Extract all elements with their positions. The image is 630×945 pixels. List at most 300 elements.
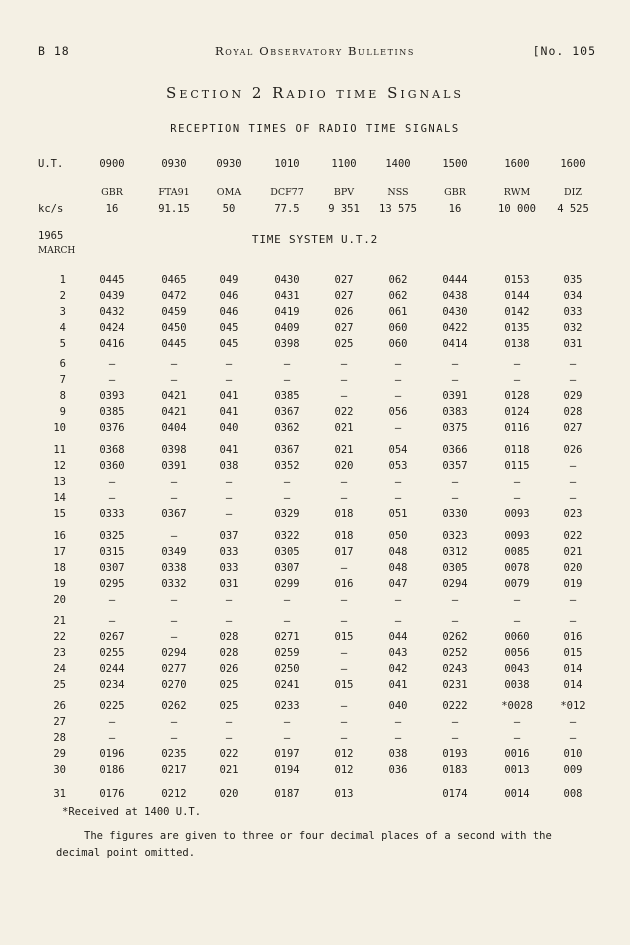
table-cell: 0362 [274, 422, 300, 434]
table-row [0, 508, 630, 524]
day-number: 28 [53, 732, 66, 744]
table-cell: – [170, 476, 178, 488]
table-cell: 0135 [504, 322, 530, 334]
column-freq-header: 13 575 [379, 203, 417, 215]
table-cell: 0376 [99, 422, 125, 434]
table-cell: 0465 [161, 274, 187, 286]
table-cell: – [340, 700, 348, 712]
table-cell: – [451, 358, 459, 370]
day-number: 14 [53, 492, 66, 504]
table-cell: 0322 [274, 530, 300, 542]
table-cell: 0277 [161, 663, 187, 675]
table-cell: 016 [334, 578, 354, 590]
table-cell: 0138 [504, 338, 530, 350]
table-cell: 0118 [504, 444, 530, 456]
table-row [0, 390, 630, 406]
day-number: 1 [59, 274, 66, 286]
year-label: 1965 [38, 230, 64, 242]
table-cell: 0357 [442, 460, 468, 472]
table-cell: 0385 [274, 390, 300, 402]
table-cell: – [569, 374, 577, 386]
column-ut-header: 1010 [274, 158, 300, 170]
table-cell: 0183 [442, 764, 468, 776]
table-cell: 020 [563, 562, 583, 574]
table-row [0, 306, 630, 322]
table-row [0, 716, 630, 732]
table-cell: 026 [563, 444, 583, 456]
footnote: *Received at 1400 U.T. [62, 806, 202, 818]
table-cell: – [394, 390, 402, 402]
table-row [0, 290, 630, 306]
table-row [0, 578, 630, 594]
table-cell: – [170, 732, 178, 744]
table-cell: 0085 [504, 546, 530, 558]
day-number: 17 [53, 546, 66, 558]
table-cell: – [394, 732, 402, 744]
table-cell: – [513, 716, 521, 728]
table-cell: – [170, 615, 178, 627]
table-cell: 041 [219, 390, 239, 402]
day-number: 24 [53, 663, 66, 675]
table-cell: 0414 [442, 338, 468, 350]
table-cell: – [225, 594, 233, 606]
table-cell: – [283, 716, 291, 728]
table-cell: 029 [563, 390, 583, 402]
day-number: 30 [53, 764, 66, 776]
day-number: 10 [53, 422, 66, 434]
table-cell: – [340, 647, 348, 659]
table-cell: 0193 [442, 748, 468, 760]
table-cell: 014 [563, 679, 583, 691]
table-cell: – [340, 663, 348, 675]
table-cell: *012 [560, 700, 586, 712]
day-number: 18 [53, 562, 66, 574]
table-cell: 027 [334, 274, 354, 286]
table-cell: – [340, 562, 348, 574]
table-row [0, 322, 630, 338]
table-cell: 0325 [99, 530, 125, 542]
table-cell: 0438 [442, 290, 468, 302]
table-cell: – [451, 732, 459, 744]
table-cell: – [225, 492, 233, 504]
table-cell: 0124 [504, 406, 530, 418]
table-cell: 015 [563, 647, 583, 659]
table-cell: 0197 [274, 748, 300, 760]
table-cell: 0043 [504, 663, 530, 675]
running-title: Royal Observatory Bulletins [214, 44, 415, 58]
table-row [0, 476, 630, 492]
table-cell: 0391 [161, 460, 187, 472]
month-label: MARCH [38, 246, 76, 256]
table-cell: 027 [334, 322, 354, 334]
table-cell: 0398 [161, 444, 187, 456]
table-cell: 0299 [274, 578, 300, 590]
table-cell: – [451, 492, 459, 504]
table-cell: 014 [563, 663, 583, 675]
table-cell: 0375 [442, 422, 468, 434]
column-station-header: NSS [387, 187, 409, 198]
table-cell: 0383 [442, 406, 468, 418]
table-cell: 0404 [161, 422, 187, 434]
table-cell: – [225, 508, 233, 520]
table-cell: 021 [334, 444, 354, 456]
day-number: 11 [53, 444, 66, 456]
table-cell: – [108, 492, 116, 504]
table-cell: 0312 [442, 546, 468, 558]
table-cell: – [340, 374, 348, 386]
table-cell: 045 [219, 322, 239, 334]
day-number: 5 [59, 338, 66, 350]
page-number: B 18 [38, 44, 70, 58]
table-row [0, 700, 630, 716]
column-ut-header: 1500 [442, 158, 468, 170]
table-cell: 026 [219, 663, 239, 675]
table-cell: 023 [563, 508, 583, 520]
table-cell: 0225 [99, 700, 125, 712]
table-row [0, 748, 630, 764]
table-cell: 0250 [274, 663, 300, 675]
table-cell: 0176 [99, 788, 125, 800]
day-number: 27 [53, 716, 66, 728]
column-freq-header: 16 [105, 203, 119, 215]
table-cell: 020 [219, 788, 239, 800]
table-cell: 0424 [99, 322, 125, 334]
table-cell: 012 [334, 748, 354, 760]
table-cell: – [170, 530, 178, 542]
table-row [0, 406, 630, 422]
table-cell: 0153 [504, 274, 530, 286]
table-row [0, 631, 630, 647]
table-cell: – [451, 476, 459, 488]
table-cell: 0352 [274, 460, 300, 472]
table-cell: 0014 [504, 788, 530, 800]
table-cell: 0367 [161, 508, 187, 520]
column-freq-header: 91.15 [158, 203, 190, 215]
column-station-header: GBR [101, 187, 123, 198]
table-cell: 0393 [99, 390, 125, 402]
table-row [0, 492, 630, 508]
table-cell: 0056 [504, 647, 530, 659]
column-ut-header: 0930 [161, 158, 187, 170]
table-row [0, 615, 630, 631]
table-cell: 0174 [442, 788, 468, 800]
table-cell: – [170, 358, 178, 370]
table-cell: 062 [388, 290, 408, 302]
table-cell: 054 [388, 444, 408, 456]
table-cell: 050 [388, 530, 408, 542]
table-cell: 018 [334, 530, 354, 542]
table-cell: 0142 [504, 306, 530, 318]
table-cell: 0222 [442, 700, 468, 712]
table-cell: – [340, 390, 348, 402]
table-cell: 018 [334, 508, 354, 520]
table-cell: 0368 [99, 444, 125, 456]
table-cell: 031 [563, 338, 583, 350]
table-cell: 0262 [442, 631, 468, 643]
table-cell: – [569, 732, 577, 744]
day-number: 3 [59, 306, 66, 318]
table-cell: – [340, 594, 348, 606]
table-cell: 015 [334, 631, 354, 643]
day-number: 13 [53, 476, 66, 488]
table-cell: 0385 [99, 406, 125, 418]
table-cell: – [513, 476, 521, 488]
table-cell: 0144 [504, 290, 530, 302]
table-cell: 028 [219, 631, 239, 643]
table-cell: – [108, 716, 116, 728]
table-cell: 0360 [99, 460, 125, 472]
table-cell: 033 [563, 306, 583, 318]
day-number: 20 [53, 594, 66, 606]
table-cell: 045 [219, 338, 239, 350]
table-cell: 012 [334, 764, 354, 776]
table-row [0, 460, 630, 476]
table-cell: 0431 [274, 290, 300, 302]
day-number: 19 [53, 578, 66, 590]
table-row [0, 594, 630, 610]
table-row [0, 530, 630, 546]
table-cell: 020 [334, 460, 354, 472]
table-cell: 0093 [504, 530, 530, 542]
table-cell: 062 [388, 274, 408, 286]
table-cell: 046 [219, 290, 239, 302]
table-cell: 034 [563, 290, 583, 302]
table-cell: – [340, 716, 348, 728]
column-station-header: GBR [444, 187, 466, 198]
table-cell: 0333 [99, 508, 125, 520]
table-cell: 0295 [99, 578, 125, 590]
table-cell: 021 [563, 546, 583, 558]
table-cell: – [394, 358, 402, 370]
table-cell: – [340, 358, 348, 370]
column-freq-header: 50 [222, 203, 236, 215]
table-cell: 025 [219, 700, 239, 712]
table-cell: – [340, 492, 348, 504]
table-cell: 0194 [274, 764, 300, 776]
day-number: 31 [53, 788, 66, 800]
table-cell: 0267 [99, 631, 125, 643]
table-cell: – [394, 492, 402, 504]
column-freq-header: 16 [448, 203, 462, 215]
table-cell: – [513, 358, 521, 370]
day-number: 23 [53, 647, 66, 659]
table-cell: 041 [219, 444, 239, 456]
table-cell: 0116 [504, 422, 530, 434]
table-cell: 028 [563, 406, 583, 418]
table-cell: 0235 [161, 748, 187, 760]
day-number: 4 [59, 322, 66, 334]
table-cell: – [451, 615, 459, 627]
table-cell: – [513, 374, 521, 386]
table-cell: – [394, 716, 402, 728]
table-cell: 0038 [504, 679, 530, 691]
table-cell: – [170, 631, 178, 643]
table-row [0, 444, 630, 460]
table-cell: 0367 [274, 444, 300, 456]
table-cell: 031 [219, 578, 239, 590]
table-cell: 033 [219, 562, 239, 574]
table-cell: – [170, 374, 178, 386]
table-cell: 021 [219, 764, 239, 776]
table-cell: – [569, 460, 577, 472]
table-cell: 0233 [274, 700, 300, 712]
table-cell: 035 [563, 274, 583, 286]
table-cell: 0439 [99, 290, 125, 302]
day-number: 6 [59, 358, 66, 370]
table-cell: – [569, 476, 577, 488]
table-cell: 0459 [161, 306, 187, 318]
table-cell: – [569, 358, 577, 370]
table-cell: – [340, 476, 348, 488]
table-cell: – [225, 732, 233, 744]
table-cell: 040 [219, 422, 239, 434]
table-cell: 046 [219, 306, 239, 318]
table-cell: 038 [388, 748, 408, 760]
table-cell: 0078 [504, 562, 530, 574]
table-cell: – [283, 358, 291, 370]
table-cell: 038 [219, 460, 239, 472]
table-row [0, 338, 630, 354]
table-cell: 027 [334, 290, 354, 302]
table-cell: – [108, 374, 116, 386]
table-cell: 0186 [99, 764, 125, 776]
table-cell: – [170, 716, 178, 728]
day-number: 26 [53, 700, 66, 712]
table-cell: 0367 [274, 406, 300, 418]
table-cell: – [225, 374, 233, 386]
day-number: 25 [53, 679, 66, 691]
table-row [0, 374, 630, 390]
day-number: 21 [53, 615, 66, 627]
table-cell: 0421 [161, 406, 187, 418]
table-cell: 021 [334, 422, 354, 434]
table-cell: 0013 [504, 764, 530, 776]
table-cell: 056 [388, 406, 408, 418]
table-row [0, 546, 630, 562]
table-cell: – [108, 732, 116, 744]
table-cell: – [170, 492, 178, 504]
table-cell: 041 [219, 406, 239, 418]
table-cell: 013 [334, 788, 354, 800]
day-number: 2 [59, 290, 66, 302]
table-cell: 0366 [442, 444, 468, 456]
table-cell: 042 [388, 663, 408, 675]
table-cell: – [394, 374, 402, 386]
table-cell: – [283, 732, 291, 744]
table-cell: 0444 [442, 274, 468, 286]
table-cell: 060 [388, 322, 408, 334]
table-cell: 0255 [99, 647, 125, 659]
table-cell: – [225, 716, 233, 728]
day-number: 9 [59, 406, 66, 418]
table-cell: – [569, 492, 577, 504]
table-cell: 033 [219, 546, 239, 558]
table-cell: 0422 [442, 322, 468, 334]
table-cell: 0187 [274, 788, 300, 800]
table-cell: 0093 [504, 508, 530, 520]
table-cell: 0271 [274, 631, 300, 643]
kcs-label: kc/s [38, 203, 64, 215]
table-cell: 019 [563, 578, 583, 590]
table-cell: – [283, 615, 291, 627]
table-row [0, 358, 630, 374]
table-cell: 0196 [99, 748, 125, 760]
table-cell: 037 [219, 530, 239, 542]
table-cell: 049 [219, 274, 239, 286]
table-cell: 051 [388, 508, 408, 520]
table-cell: 0079 [504, 578, 530, 590]
table-cell: – [569, 615, 577, 627]
table-row [0, 764, 630, 780]
table-cell: 0338 [161, 562, 187, 574]
table-cell: 010 [563, 748, 583, 760]
table-cell: 0060 [504, 631, 530, 643]
table-cell: – [170, 594, 178, 606]
table-cell: 0259 [274, 647, 300, 659]
table-row [0, 679, 630, 695]
table-cell: 041 [388, 679, 408, 691]
column-freq-header: 4 525 [557, 203, 589, 215]
column-station-header: OMA [216, 187, 242, 198]
table-cell: 0252 [442, 647, 468, 659]
table-cell: – [394, 476, 402, 488]
table-cell: 0391 [442, 390, 468, 402]
table-cell: – [108, 594, 116, 606]
table-cell: 008 [563, 788, 583, 800]
table-cell: 027 [563, 422, 583, 434]
column-station-header: DCF77 [270, 187, 304, 198]
table-cell: – [283, 374, 291, 386]
table-cell: 0398 [274, 338, 300, 350]
table-row [0, 732, 630, 748]
table-cell: 0445 [161, 338, 187, 350]
explanatory-note: The figures are given to three or four decimal places of a second with the decimal point omitted. [56, 830, 552, 859]
table-cell: – [108, 476, 116, 488]
table-row [0, 274, 630, 290]
table-cell: 040 [388, 700, 408, 712]
table-cell: 0432 [99, 306, 125, 318]
table-cell: – [513, 594, 521, 606]
table-cell: 0430 [274, 274, 300, 286]
column-ut-header: 1400 [385, 158, 411, 170]
table-cell: 0332 [161, 578, 187, 590]
table-cell: 028 [219, 647, 239, 659]
table-cell: 0294 [442, 578, 468, 590]
table-cell: 0323 [442, 530, 468, 542]
table-cell: 0421 [161, 390, 187, 402]
table-cell: 0330 [442, 508, 468, 520]
table-cell: 032 [563, 322, 583, 334]
table-cell: 0294 [161, 647, 187, 659]
table-cell: 060 [388, 338, 408, 350]
table-subtitle: RECEPTION TIMES OF RADIO TIME SIGNALS [170, 123, 460, 135]
table-cell: 0329 [274, 508, 300, 520]
column-station-header: RWM [503, 187, 531, 198]
table-row [0, 562, 630, 578]
table-cell: 0217 [161, 764, 187, 776]
table-cell: 0016 [504, 748, 530, 760]
table-cell: 0115 [504, 460, 530, 472]
table-cell: 0416 [99, 338, 125, 350]
table-cell: – [225, 615, 233, 627]
table-cell: – [569, 716, 577, 728]
table-cell: 048 [388, 562, 408, 574]
day-number: 8 [59, 390, 66, 402]
day-number: 16 [53, 530, 66, 542]
table-cell: 0315 [99, 546, 125, 558]
table-cell: *0028 [501, 700, 533, 712]
table-cell: 0231 [442, 679, 468, 691]
